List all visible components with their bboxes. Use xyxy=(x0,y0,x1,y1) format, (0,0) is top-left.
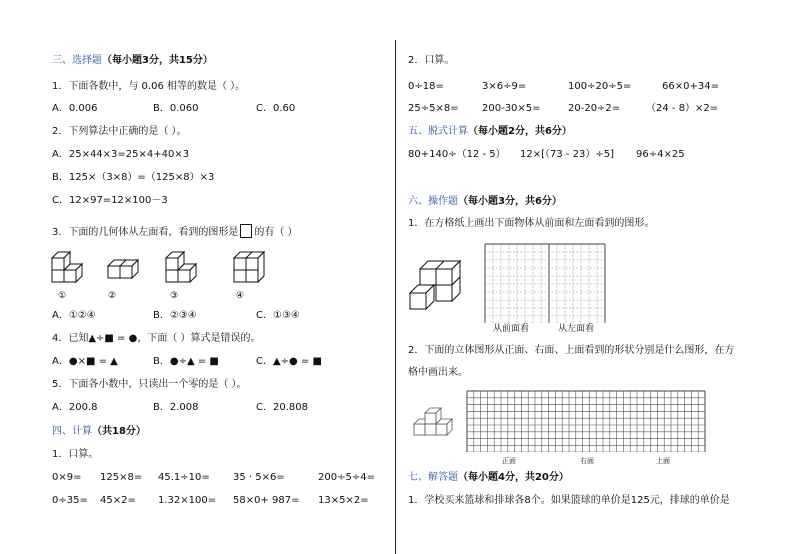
q3-3-option-a: A．①②④ xyxy=(52,310,96,321)
calc-r2-1: 25÷5×8= xyxy=(408,103,459,114)
expr-1: 80+140÷（12 - 5） xyxy=(408,149,506,160)
calc-r1-3: 100÷20÷5= xyxy=(568,81,632,92)
calc-l2-4: 58×0+ 987= xyxy=(233,495,300,506)
figure-label-2: ② xyxy=(108,291,117,301)
q3-2-option-b: B．125×（3×8）=（125×8）×3 xyxy=(52,172,215,183)
calc-r1-1: 0÷18= xyxy=(408,81,444,92)
section3-title xyxy=(52,55,213,67)
cube-figure-3 xyxy=(166,252,196,282)
section3-title-score: （每小题3分，共15分） xyxy=(102,55,213,66)
q3-3-option-c: C．①③④ xyxy=(256,310,300,321)
section6-cube-figure xyxy=(406,255,466,315)
q3-4-option-a: A．●×■ = ▲ xyxy=(52,356,118,367)
section6-grid2 xyxy=(466,390,710,452)
q3-4-text: 4．已知▲÷■ = ●，下面（ ）算式是错误的。 xyxy=(52,333,261,344)
section6-q2-line1: 2．下面的立体图形从正面、右面、上面看到的形状分别是什么图形，在方 xyxy=(408,345,735,356)
section4-title xyxy=(52,426,146,438)
section3-title-main: 三、选择题 xyxy=(52,55,102,66)
grid2-label-right: 右面 xyxy=(580,457,594,465)
figure-label-4: ④ xyxy=(236,291,245,301)
q3-2-text: 2．下列算法中正确的是（ ）。 xyxy=(52,126,187,137)
q3-1-option-b: B．0.060 xyxy=(153,103,199,114)
figure-label-1: ① xyxy=(58,291,67,301)
q3-2-option-a: A．25×44×3=25×4+40×3 xyxy=(52,149,190,160)
section7-title xyxy=(408,472,569,484)
section4-title-score: （共18分） xyxy=(92,426,146,437)
calc-l2-5: 13×5×2= xyxy=(318,495,369,506)
expr-2: 12×[（73 - 23）÷5] xyxy=(520,149,615,160)
cube-figure-1 xyxy=(52,252,82,282)
expr-3: 96÷4×25 xyxy=(636,149,685,160)
section6-title-main: 六、操作题 xyxy=(408,196,458,207)
calc-r2-3: 20-20÷2= xyxy=(568,103,621,114)
cube-figure-2 xyxy=(108,260,138,278)
calc-l1-1: 0×9= xyxy=(52,472,82,483)
section5-title-main: 五、脱式计算 xyxy=(408,126,468,137)
grid1-label-front: 从前面看 xyxy=(493,324,530,334)
calc-l1-3: 45.1÷10= xyxy=(158,472,210,483)
section7-title-score: （每小题4分，共20分） xyxy=(458,472,569,483)
q3-3-text xyxy=(52,224,298,239)
q3-3-text-before: 3．下面的几何体从左面看，看到的图形是 xyxy=(52,227,239,238)
calc-l2-1: 0÷35= xyxy=(52,495,88,506)
calc-r1-4: 66×0+34= xyxy=(662,81,719,92)
q3-4-option-b: B．●÷▲ = ■ xyxy=(153,356,219,367)
q3-5-option-b: B．2.008 xyxy=(153,402,199,413)
q3-1-option-c: C．0.60 xyxy=(256,103,296,114)
calc-r2-4: （24 - 8）×2= xyxy=(646,103,719,114)
calc-l1-2: 125×8= xyxy=(100,472,143,483)
calc-r2-2: 200-30×5= xyxy=(482,103,541,114)
section6-title-score: （每小题3分，共6分） xyxy=(458,196,562,207)
section6-q1: 1．在方格纸上画出下面物体从前面和左面看到的图形。 xyxy=(408,218,655,229)
calc-l1-4: 35 · 5×6= xyxy=(233,472,285,483)
section6-q2-line2: 格中画出来。 xyxy=(408,367,468,378)
q3-5-option-c: C．20.808 xyxy=(256,402,308,413)
cube-figure-4 xyxy=(234,252,264,282)
section7-title-main: 七、解答题 xyxy=(408,472,458,483)
column-divider xyxy=(395,40,396,554)
section6-title xyxy=(408,196,562,208)
q3-1-text: 1．下面各数中，与 0.06 相等的数是（ ）。 xyxy=(52,81,246,92)
section5-title xyxy=(408,126,572,138)
section6-grid1 xyxy=(484,243,606,323)
grid2-label-top: 上面 xyxy=(656,457,670,465)
calc-l1-5: 200÷5÷4= xyxy=(318,472,375,483)
grid2-label-front: 正面 xyxy=(502,457,516,465)
q3-3-figures xyxy=(50,250,280,302)
q3-5-option-a: A．200.8 xyxy=(52,402,98,413)
calc-r1-2: 3×6÷9= xyxy=(482,81,527,92)
square-outline-icon xyxy=(240,224,252,238)
q3-3-option-b: B．②③④ xyxy=(153,310,197,321)
section5-title-score: （每小题2分，共6分） xyxy=(468,126,572,137)
section6-cube-figure-2 xyxy=(410,404,456,444)
q3-2-option-c: C．12×97=12×100－3 xyxy=(52,195,168,206)
section7-q1: 1．学校买来篮球和排球各8个。如果篮球的单价是125元，排球的单价是 xyxy=(408,495,730,506)
q3-4-option-c: C．▲÷● = ■ xyxy=(256,356,322,367)
grid1-label-left: 从左面看 xyxy=(558,324,595,334)
section4-sub1: 1．口算。 xyxy=(52,449,99,460)
calc-l2-2: 45×2= xyxy=(100,495,136,506)
q3-1-option-a: A．0.006 xyxy=(52,103,98,114)
figure-label-3: ③ xyxy=(170,291,179,301)
calc-l2-3: 1.32×100= xyxy=(158,495,217,506)
q3-5-text: 5．下面各小数中，只读出一个零的是（ ）。 xyxy=(52,379,247,390)
right-sub2: 2．口算。 xyxy=(408,55,455,66)
section4-title-main: 四、计算 xyxy=(52,426,92,437)
q3-3-text-after: 的有（ ） xyxy=(254,227,298,238)
